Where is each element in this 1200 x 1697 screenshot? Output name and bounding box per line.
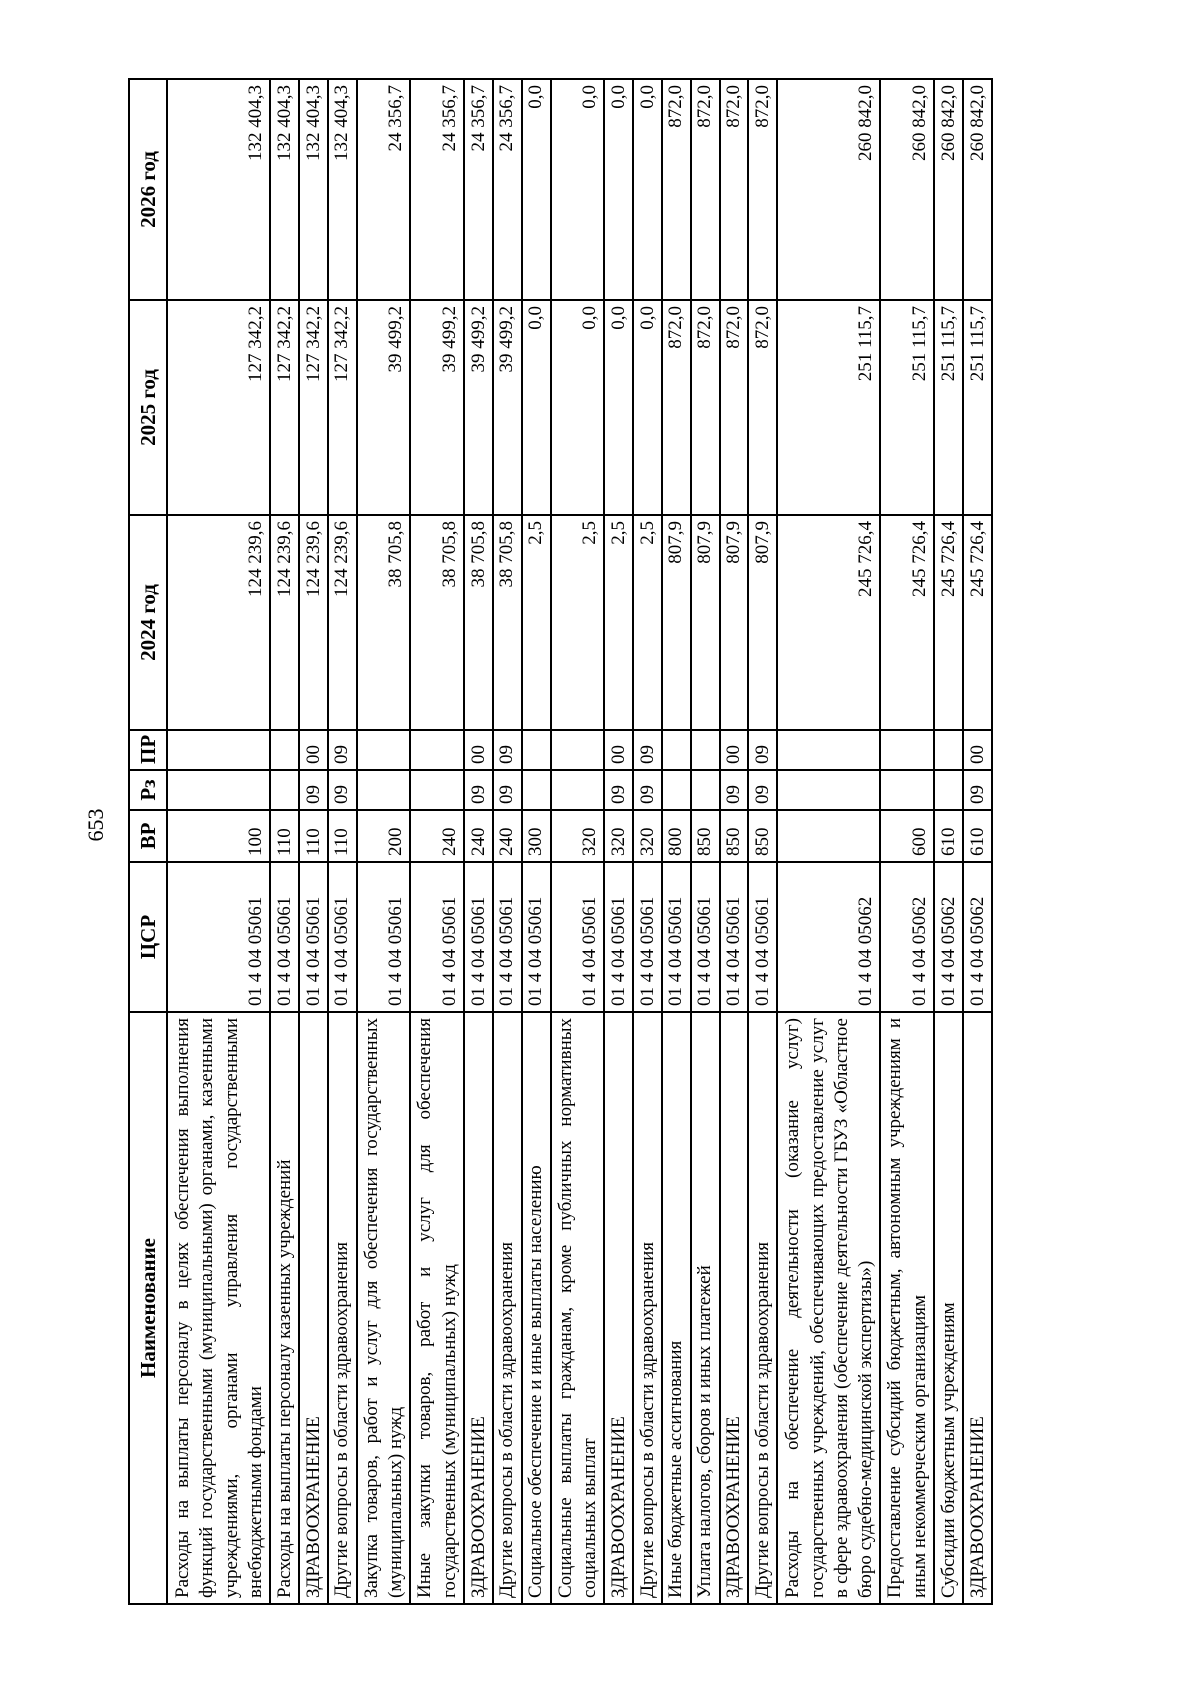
row-2026: 132 404,3 <box>328 79 357 300</box>
row-2025: 127 342,2 <box>299 300 328 515</box>
row-2026: 132 404,3 <box>167 79 270 300</box>
row-name: Социальные выплаты гражданам, кроме публичных нормативных социальных выплат <box>551 1012 605 1604</box>
row-vr: 240 <box>410 810 464 862</box>
table-row <box>357 79 411 1604</box>
row-2025: 0,0 <box>633 300 662 515</box>
row-rz <box>270 770 299 810</box>
table-row <box>410 79 464 1604</box>
row-2024: 807,9 <box>691 515 720 730</box>
row-name: ЗДРАВООХРАНЕНИЕ <box>963 1012 992 1604</box>
row-vr: 850 <box>691 810 720 862</box>
row-rz: 09 <box>963 770 992 810</box>
table-row <box>662 79 691 1604</box>
row-rz: 09 <box>604 770 633 810</box>
row-pr <box>410 730 464 770</box>
row-vr: 850 <box>748 810 777 862</box>
row-rz: 09 <box>720 770 749 810</box>
row-rz <box>410 770 464 810</box>
row-csr: 01 4 04 05061 <box>357 862 411 1012</box>
table-body <box>167 79 992 1604</box>
row-rz: 09 <box>493 770 522 810</box>
row-2026: 132 404,3 <box>299 79 328 300</box>
row-name: Расходы на обеспечение деятельности (оказание услуг) государственных учреждений, обеспечивающих предоставление услуг в сфере здравоохранения (обеспечение деятельности ГБУЗ «Областное бюро судебно-медицинской экспертизы») <box>777 1012 880 1604</box>
row-pr <box>167 730 270 770</box>
header-csr: ЦСР <box>129 862 167 1012</box>
row-2026: 24 356,7 <box>410 79 464 300</box>
table-row <box>493 79 522 1604</box>
row-vr: 100 <box>167 810 270 862</box>
row-csr: 01 4 04 05061 <box>410 862 464 1012</box>
row-pr: 09 <box>493 730 522 770</box>
row-pr <box>691 730 720 770</box>
row-csr: 01 4 04 05061 <box>662 862 691 1012</box>
row-name: Социальное обеспечение и иные выплаты населению <box>522 1012 551 1604</box>
row-2025: 872,0 <box>662 300 691 515</box>
row-vr: 300 <box>522 810 551 862</box>
table-row <box>167 79 270 1604</box>
row-rz: 09 <box>328 770 357 810</box>
row-rz <box>934 770 963 810</box>
header-pr: ПР <box>129 730 167 770</box>
table-row <box>748 79 777 1604</box>
row-csr: 01 4 04 05062 <box>934 862 963 1012</box>
row-vr: 110 <box>328 810 357 862</box>
row-2025: 251 115,7 <box>963 300 992 515</box>
row-2025: 0,0 <box>551 300 605 515</box>
row-pr: 09 <box>748 730 777 770</box>
row-2024: 38 705,8 <box>410 515 464 730</box>
row-2025: 0,0 <box>604 300 633 515</box>
row-rz <box>167 770 270 810</box>
row-2025: 251 115,7 <box>777 300 880 515</box>
row-2024: 124 239,6 <box>270 515 299 730</box>
row-vr: 320 <box>633 810 662 862</box>
row-pr <box>662 730 691 770</box>
row-2025: 127 342,2 <box>270 300 299 515</box>
row-rz: 09 <box>633 770 662 810</box>
row-2024: 124 239,6 <box>328 515 357 730</box>
page-number: 653 <box>83 808 108 842</box>
row-csr: 01 4 04 05061 <box>748 862 777 1012</box>
row-csr: 01 4 04 05061 <box>270 862 299 1012</box>
row-2024: 807,9 <box>662 515 691 730</box>
row-csr: 01 4 04 05061 <box>691 862 720 1012</box>
row-name: Расходы на выплаты персоналу в целях обеспечения выполнения функций государственными (муниципальными) органами, казенными учреждениями, органами управления государственными внебюджетными фондами <box>167 1012 270 1604</box>
row-name: Закупка товаров, работ и услуг для обеспечения государственных (муниципальных) нужд <box>357 1012 411 1604</box>
row-2026: 872,0 <box>748 79 777 300</box>
row-pr: 09 <box>633 730 662 770</box>
table-row <box>551 79 605 1604</box>
row-name: Субсидии бюджетным учреждениям <box>934 1012 963 1604</box>
row-2024: 807,9 <box>720 515 749 730</box>
table-row <box>934 79 963 1604</box>
row-2025: 39 499,2 <box>464 300 493 515</box>
row-2025: 39 499,2 <box>493 300 522 515</box>
table-row <box>777 79 880 1604</box>
row-name: Иные закупки товаров, работ и услуг для обеспечения государственных (муниципальных) нужд <box>410 1012 464 1604</box>
row-pr <box>551 730 605 770</box>
table-row <box>328 79 357 1604</box>
row-2025: 872,0 <box>691 300 720 515</box>
row-2026: 260 842,0 <box>880 79 934 300</box>
row-rz <box>662 770 691 810</box>
row-rz <box>691 770 720 810</box>
table-row <box>963 79 992 1604</box>
row-2026: 872,0 <box>720 79 749 300</box>
row-pr <box>522 730 551 770</box>
row-2024: 38 705,8 <box>493 515 522 730</box>
row-2026: 24 356,7 <box>493 79 522 300</box>
row-name: ЗДРАВООХРАНЕНИЕ <box>604 1012 633 1604</box>
header-rz: Рз <box>129 770 167 810</box>
row-pr <box>270 730 299 770</box>
row-name: ЗДРАВООХРАНЕНИЕ <box>299 1012 328 1604</box>
row-2024: 124 239,6 <box>299 515 328 730</box>
row-rz <box>357 770 411 810</box>
header-name: Наименование <box>129 1012 167 1604</box>
row-csr: 01 4 04 05061 <box>493 862 522 1012</box>
row-csr: 01 4 04 05061 <box>551 862 605 1012</box>
row-2025: 127 342,2 <box>328 300 357 515</box>
row-vr: 610 <box>934 810 963 862</box>
row-2026: 0,0 <box>551 79 605 300</box>
row-csr: 01 4 04 05061 <box>464 862 493 1012</box>
row-vr: 800 <box>662 810 691 862</box>
row-2026: 872,0 <box>662 79 691 300</box>
header-vr: ВР <box>129 810 167 862</box>
row-csr: 01 4 04 05061 <box>299 862 328 1012</box>
table-row <box>691 79 720 1604</box>
row-vr: 600 <box>880 810 934 862</box>
row-pr: 00 <box>720 730 749 770</box>
row-2025: 39 499,2 <box>357 300 411 515</box>
rotated-table-container <box>128 80 993 1605</box>
row-2024: 38 705,8 <box>357 515 411 730</box>
row-2024: 38 705,8 <box>464 515 493 730</box>
row-name: Другие вопросы в области здравоохранения <box>328 1012 357 1604</box>
row-rz: 09 <box>464 770 493 810</box>
row-name: Предоставление субсидий бюджетным, автономным учреждениям и иным некоммерческим организациям <box>880 1012 934 1604</box>
row-csr: 01 4 04 05062 <box>777 862 880 1012</box>
row-2025: 251 115,7 <box>934 300 963 515</box>
row-2024: 245 726,4 <box>934 515 963 730</box>
row-2026: 260 842,0 <box>963 79 992 300</box>
row-csr: 01 4 04 05061 <box>720 862 749 1012</box>
row-name: Другие вопросы в области здравоохранения <box>633 1012 662 1604</box>
row-name: Расходы на выплаты персоналу казенных учреждений <box>270 1012 299 1604</box>
row-2024: 245 726,4 <box>777 515 880 730</box>
row-pr: 09 <box>328 730 357 770</box>
row-pr <box>934 730 963 770</box>
table-row <box>270 79 299 1604</box>
table-row <box>604 79 633 1604</box>
row-csr: 01 4 04 05062 <box>963 862 992 1012</box>
row-2026: 0,0 <box>633 79 662 300</box>
row-2026: 24 356,7 <box>464 79 493 300</box>
row-rz: 09 <box>748 770 777 810</box>
row-csr: 01 4 04 05061 <box>522 862 551 1012</box>
row-2025: 251 115,7 <box>880 300 934 515</box>
row-2024: 2,5 <box>604 515 633 730</box>
header-2026: 2026 год <box>129 79 167 300</box>
row-vr: 110 <box>270 810 299 862</box>
table-header-row <box>129 79 167 1604</box>
row-2026: 132 404,3 <box>270 79 299 300</box>
row-2024: 807,9 <box>748 515 777 730</box>
budget-table <box>128 78 993 1605</box>
row-2026: 872,0 <box>691 79 720 300</box>
row-vr: 850 <box>720 810 749 862</box>
row-csr: 01 4 04 05062 <box>880 862 934 1012</box>
row-2025: 0,0 <box>522 300 551 515</box>
row-rz: 09 <box>299 770 328 810</box>
row-csr: 01 4 04 05061 <box>633 862 662 1012</box>
row-2024: 2,5 <box>522 515 551 730</box>
row-vr: 240 <box>493 810 522 862</box>
header-2024: 2024 год <box>129 515 167 730</box>
table-row <box>720 79 749 1604</box>
table-row <box>299 79 328 1604</box>
row-2024: 245 726,4 <box>880 515 934 730</box>
row-csr: 01 4 04 05061 <box>167 862 270 1012</box>
row-pr <box>880 730 934 770</box>
row-2025: 127 342,2 <box>167 300 270 515</box>
table-row <box>880 79 934 1604</box>
table-row <box>522 79 551 1604</box>
row-vr: 610 <box>963 810 992 862</box>
row-pr <box>357 730 411 770</box>
row-2024: 124 239,6 <box>167 515 270 730</box>
row-rz <box>880 770 934 810</box>
row-vr: 320 <box>551 810 605 862</box>
row-name: ЗДРАВООХРАНЕНИЕ <box>464 1012 493 1604</box>
row-name: Уплата налогов, сборов и иных платежей <box>691 1012 720 1604</box>
row-name: Другие вопросы в области здравоохранения <box>493 1012 522 1604</box>
table-row <box>633 79 662 1604</box>
row-name: Иные бюджетные ассигнования <box>662 1012 691 1604</box>
row-rz <box>777 770 880 810</box>
row-2024: 2,5 <box>551 515 605 730</box>
row-2025: 872,0 <box>720 300 749 515</box>
row-pr: 00 <box>604 730 633 770</box>
row-vr: 110 <box>299 810 328 862</box>
row-rz <box>522 770 551 810</box>
table-row <box>464 79 493 1604</box>
header-2025: 2025 год <box>129 300 167 515</box>
row-2026: 0,0 <box>522 79 551 300</box>
row-2025: 872,0 <box>748 300 777 515</box>
row-2026: 0,0 <box>604 79 633 300</box>
row-pr: 00 <box>299 730 328 770</box>
row-2026: 260 842,0 <box>934 79 963 300</box>
row-pr: 00 <box>963 730 992 770</box>
row-2024: 2,5 <box>633 515 662 730</box>
row-vr <box>777 810 880 862</box>
row-2026: 260 842,0 <box>777 79 880 300</box>
row-rz <box>551 770 605 810</box>
row-2025: 39 499,2 <box>410 300 464 515</box>
row-csr: 01 4 04 05061 <box>604 862 633 1012</box>
row-2026: 24 356,7 <box>357 79 411 300</box>
row-name: ЗДРАВООХРАНЕНИЕ <box>720 1012 749 1604</box>
row-vr: 200 <box>357 810 411 862</box>
row-2024: 245 726,4 <box>963 515 992 730</box>
row-vr: 320 <box>604 810 633 862</box>
row-pr: 00 <box>464 730 493 770</box>
row-pr <box>777 730 880 770</box>
row-csr: 01 4 04 05061 <box>328 862 357 1012</box>
row-name: Другие вопросы в области здравоохранения <box>748 1012 777 1604</box>
row-vr: 240 <box>464 810 493 862</box>
